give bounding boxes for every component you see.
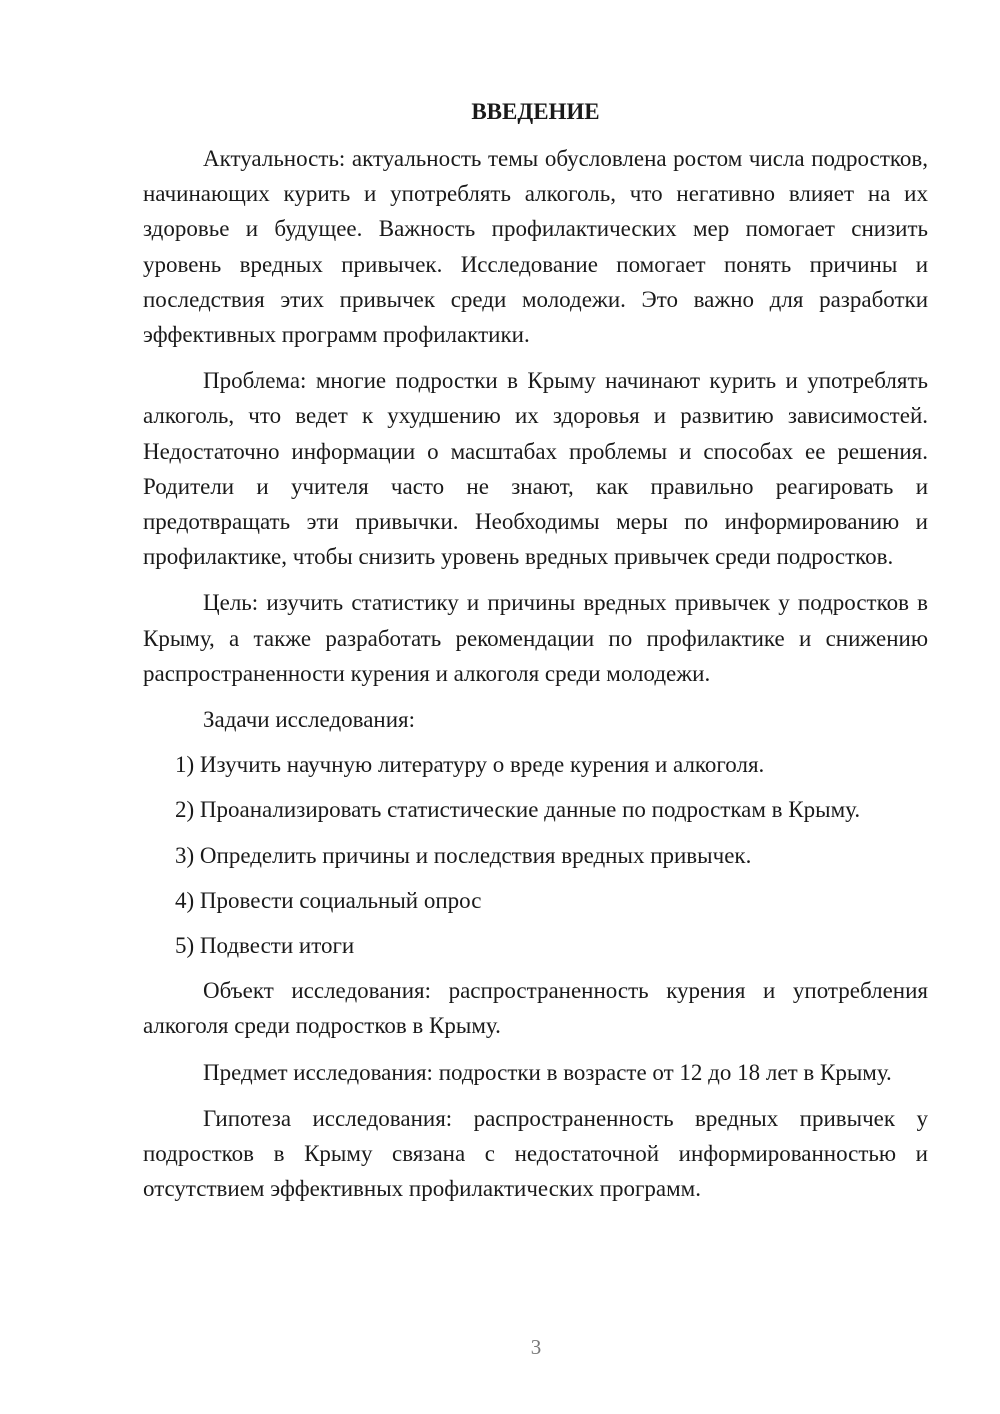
list-item: 5) Подвести итоги: [175, 933, 355, 959]
list-item: 2) Проанализировать статистические данные по подросткам в Крыму.: [175, 797, 861, 823]
paragraph-goal: Цель: изучить статистику и причины вредных привычек у подростков в Крыму, а также разработать рекомендации по профилактике и снижению распространенности курения и алкоголя среди молодежи.: [143, 590, 928, 686]
tasks-heading: Задачи исследования:: [203, 707, 416, 733]
paragraph-hypothesis: Гипотеза исследования: распространенность вредных привычек у подростков в Крыму связана с недостаточной информированностью и отсутствием эффективных профилактических программ.: [143, 1105, 928, 1202]
tasks-list: [143, 747, 928, 963]
paragraph-problem: Проблема: многие подростки в Крыму начинают курить и употреблять алкоголь, что ведет к ухудшению их здоровья и развитию зависимостей. Недостаточно информации о масштабах проблемы и способах ее решения. Родители и учителя часто не знают, как правильно реагировать и предотвращать эти привычки. Необходимы меры по информированию и профилактике, чтобы снизить уровень вредных привычек среди подростков.: [143, 368, 928, 570]
page-number: 3: [530, 1335, 542, 1359]
paragraph-object: Объект исследования: распространенность курения и употребления алкоголя среди подростков в Крыму.: [143, 978, 928, 1039]
page-title: ВВЕДЕНИЕ: [471, 99, 600, 124]
list-item: 3) Определить причины и последствия вредных привычек.: [175, 842, 752, 868]
document-body: [143, 94, 928, 1217]
list-item: 4) Провести социальный опрос: [175, 887, 482, 913]
list-item: 1) Изучить научную литературу о вреде курения и алкоголя.: [175, 752, 765, 778]
paragraph-subject: Предмет исследования: подростки в возрасте от 12 до 18 лет в Крыму.: [203, 1059, 892, 1085]
paragraph-relevance: Актуальность: актуальность темы обусловлена ростом числа подростков, начинающих курить и употреблять алкоголь, что негативно влияет на их здоровье и будущее. Важность профилактических мер помогает снизить уровень вредных привычек. Исследование помогает понять причины и последствия этих привычек среди молодежи. Это важно для разработки эффективных программ профилактики.: [143, 146, 928, 348]
